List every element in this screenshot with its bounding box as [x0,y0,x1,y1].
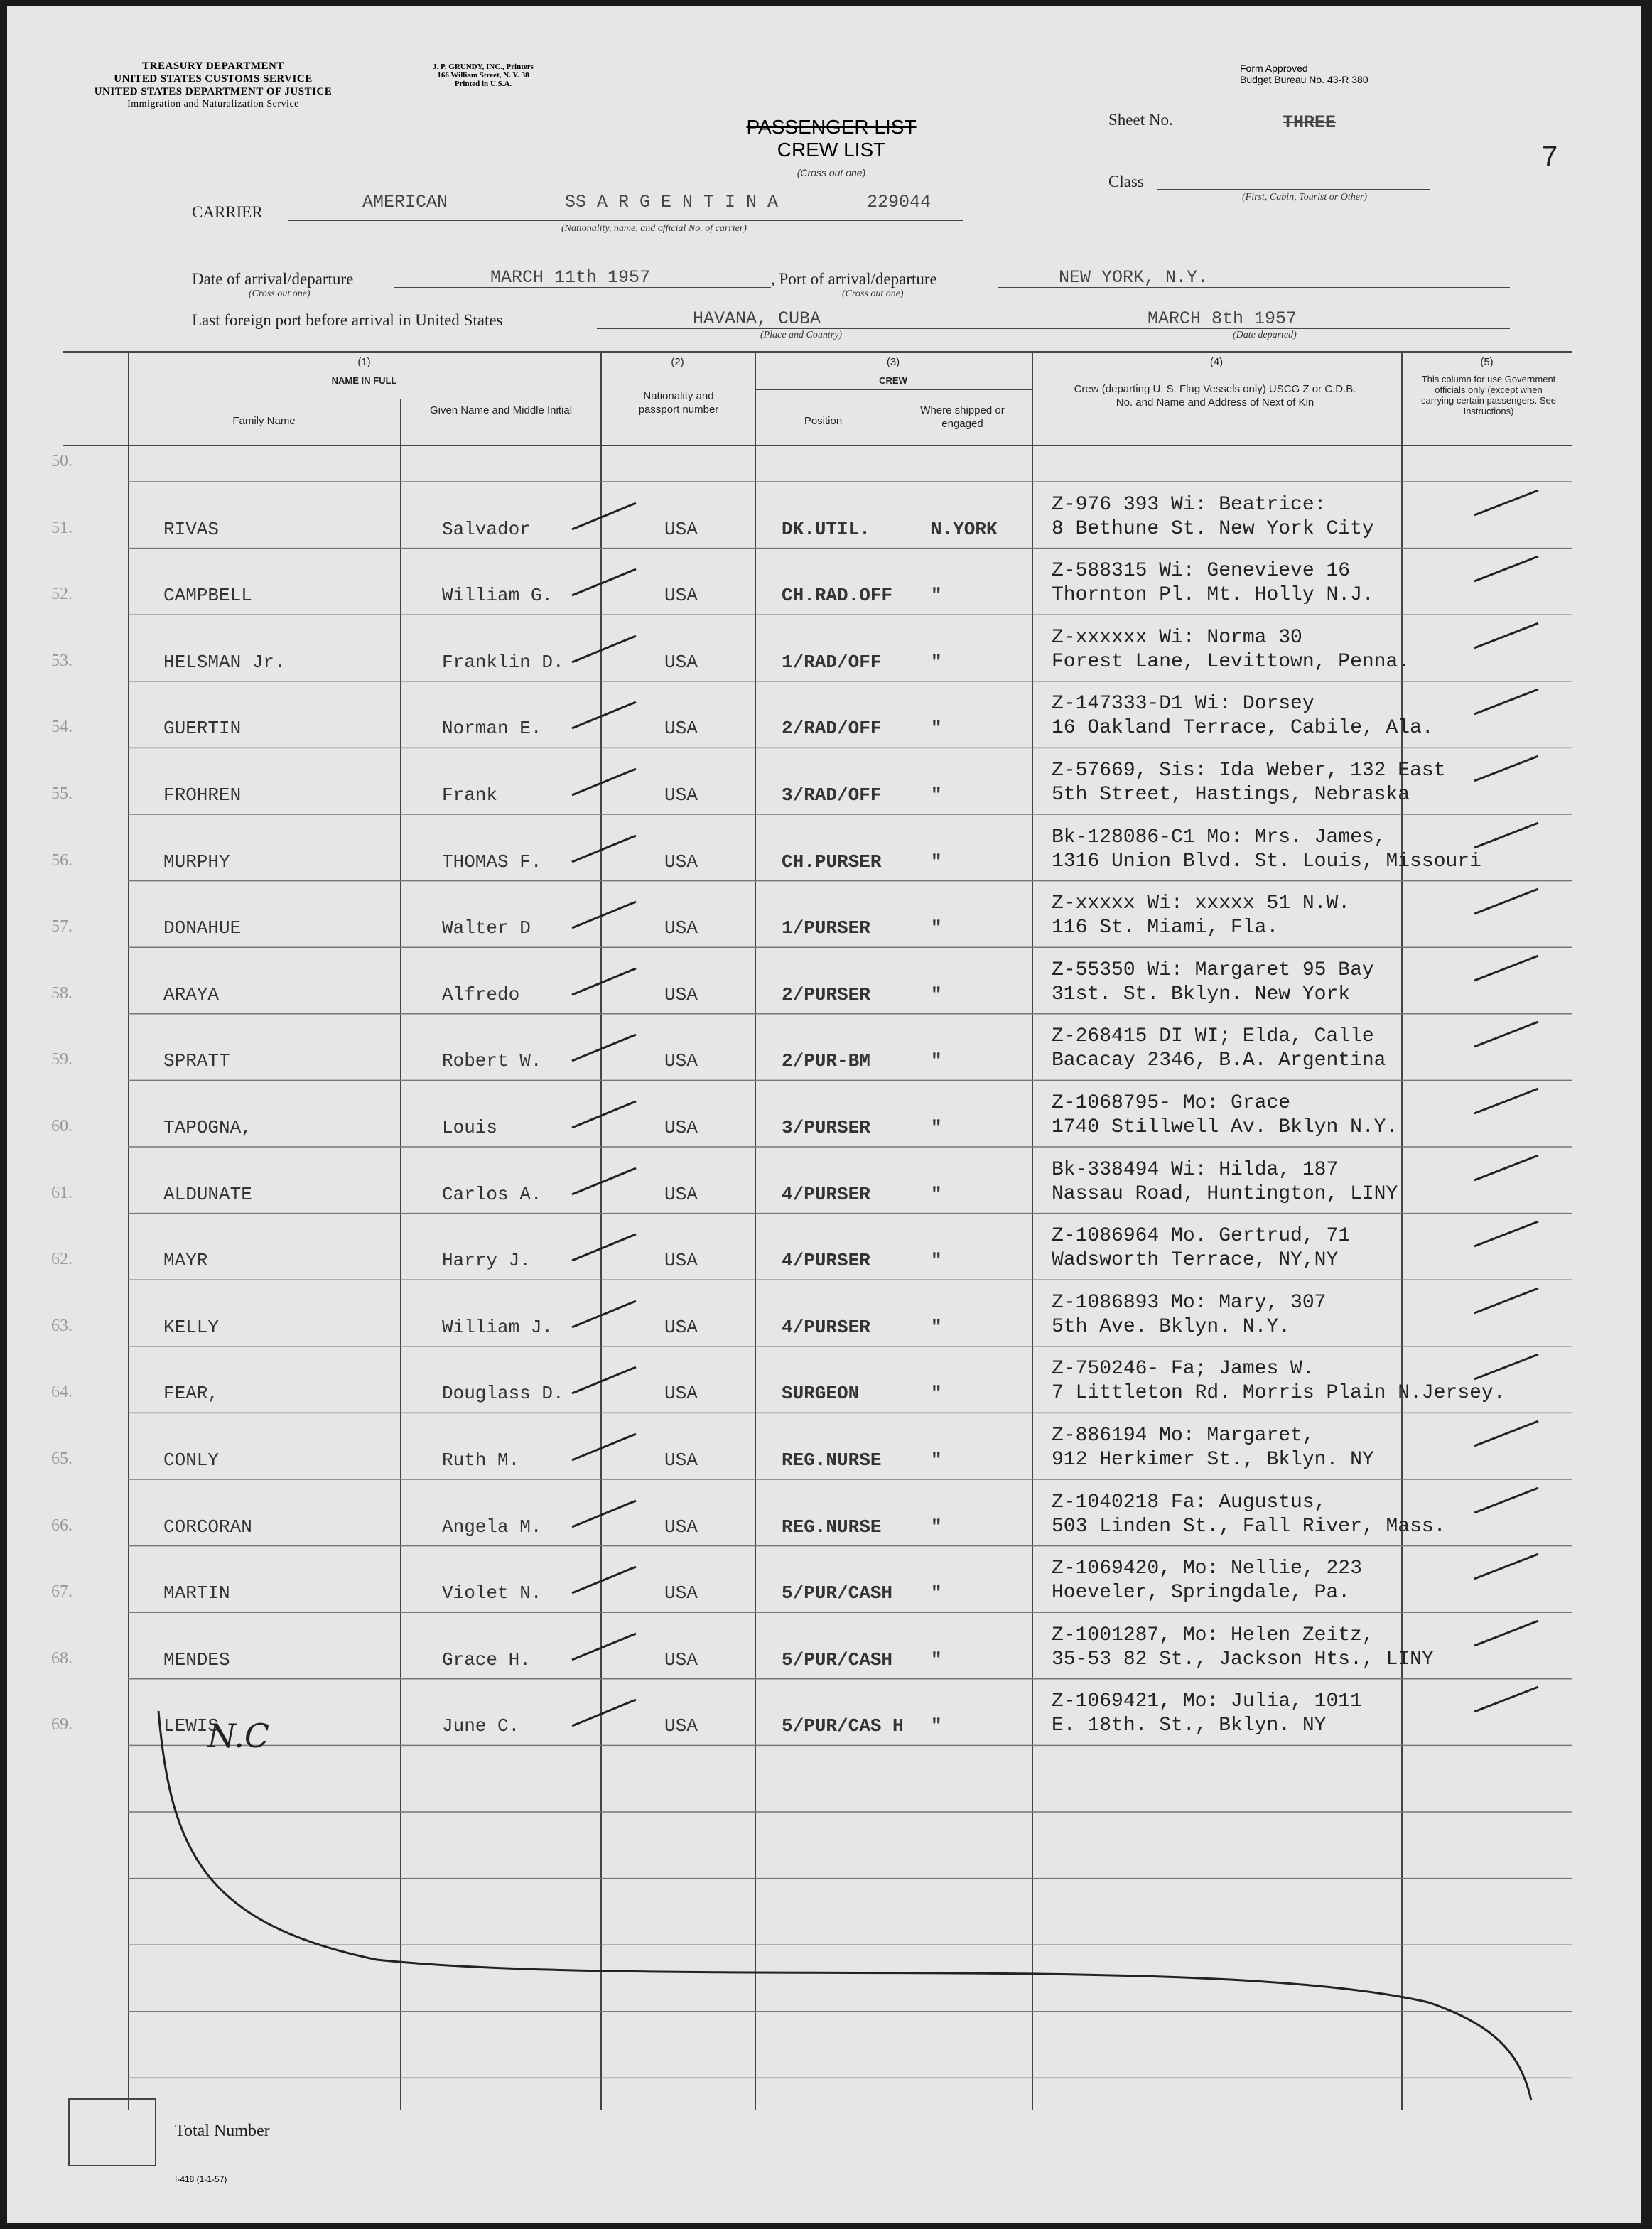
next-of-kin: Z-1086893 Mo: Mary, 307 5th Ave. Bklyn. N.Y. [1052,1291,1327,1338]
position: 2/RAD/OFF [782,718,882,740]
carrier-vessel: SS A R G E N T I N A [565,192,779,212]
page-number: 7 [1542,141,1558,172]
family-name: ARAYA [163,983,220,1005]
nationality: USA [664,1183,698,1205]
given-name: Harry J. [442,1250,531,1272]
agency-line: Immigration and Naturalization Service [127,99,299,109]
next-of-kin: Z-57669, Sis: Ida Weber, 132 East 5th Street, Hastings, Nebraska [1052,760,1446,806]
given-name: Norman E. [442,718,542,740]
given-name: Louis [442,1117,498,1138]
given-name: William J. [442,1316,554,1338]
col3-title: CREW [879,375,907,386]
cross-out-hint-date: (Cross out one) [249,288,311,299]
row-number: 54. [51,718,72,737]
family-name: SPRATT [163,1050,230,1072]
nationality: USA [664,1117,698,1138]
where-shipped: " [931,1715,942,1737]
row-number: 51. [51,518,72,537]
handwritten-note: N.C [207,1717,270,1755]
family-name: CAMPBELL [163,585,252,607]
form-sheet [7,6,1641,2223]
carrier-hint: (Nationality, name, and official No. of carrier) [561,223,747,234]
row-number: 59. [51,1050,72,1069]
carrier-nationality: AMERICAN [362,192,448,212]
next-of-kin: Z-1069420, Mo: Nellie, 223 Hoeveler, Springdale, Pa. [1052,1558,1362,1604]
given-name: Robert W. [442,1050,542,1072]
nationality: USA [664,851,698,873]
position: 2/PURSER [782,983,870,1005]
position: 2/PUR-BM [782,1050,870,1072]
nationality: USA [664,917,698,939]
family-name: KELLY [163,1316,220,1338]
where-shipped: " [931,651,942,673]
col-family-name: Family Name [232,415,296,427]
next-of-kin: Z-55350 Wi: Margaret 95 Bay 31st. St. Bklyn. New York [1052,959,1374,1005]
position: REG.NURSE [782,1516,882,1538]
family-name: CONLY [163,1450,220,1471]
family-name: DONAHUE [163,917,242,939]
row-number: 53. [51,651,72,670]
row-number: 68. [51,1648,72,1668]
position: 3/PURSER [782,1117,870,1138]
row-number: 61. [51,1183,72,1202]
family-name: CORCORAN [163,1516,252,1538]
col-given-name: Given Name and Middle Initial [429,404,573,416]
where-shipped: " [931,1648,942,1671]
position: CH.RAD.OFF [782,585,893,607]
given-name: Walter D [442,917,531,939]
sheet-value: THREE [1283,112,1337,133]
nationality: USA [664,585,698,607]
position: 1/RAD/OFF [782,651,882,673]
where-shipped: " [931,1117,942,1138]
agency-line: UNITED STATES DEPARTMENT OF JUSTICE [94,86,333,97]
col4-number: (4) [1209,356,1224,368]
row-number: 57. [51,917,72,937]
row-number: 56. [51,851,72,870]
total-number-label: Total Number [175,2122,270,2140]
port-label: , Port of arrival/departure [771,270,937,288]
next-of-kin: Bk-128086-C1 Mo: Mrs. James, 1316 Union Blvd. St. Louis, Missouri [1052,826,1481,873]
row-number: 55. [51,784,72,803]
where-shipped: " [931,1383,942,1405]
col5-title: This column for use Government officials only (except when carrying certain passengers. See Instructions) [1420,374,1557,416]
where-shipped: " [931,983,942,1005]
date-departed: MARCH 8th 1957 [1148,308,1297,329]
nationality: USA [664,1582,698,1604]
row-number: 63. [51,1316,72,1335]
cross-out-hint-port: (Cross out one) [842,288,904,299]
printer-line: Printed in U.S.A. [454,80,512,88]
col-nationality: Nationality and passport number [638,390,719,416]
family-name: MENDES [163,1648,230,1671]
budget-bureau: Budget Bureau No. 43-R 380 [1240,74,1368,85]
position: 5/PUR/CAS H [782,1715,904,1737]
carrier-official-no: 229044 [867,192,932,212]
family-name: RIVAS [163,518,220,540]
where-shipped: " [931,718,942,740]
nationality: USA [664,983,698,1005]
next-of-kin: Bk-338494 Wi: Hilda, 187 Nassau Road, Huntington, LINY [1052,1158,1398,1205]
col-position: Position [804,415,843,427]
where-shipped: " [931,1183,942,1205]
position: SURGEON [782,1383,860,1405]
printer-line: J. P. GRUNDY, INC., Printers [433,63,534,71]
given-name: THOMAS F. [442,851,542,873]
where-shipped: " [931,1250,942,1272]
family-name: FROHREN [163,784,242,806]
position: 1/PURSER [782,917,870,939]
col3-number: (3) [886,356,900,368]
nationality: USA [664,1648,698,1671]
given-name: Grace H. [442,1648,531,1671]
row-number: 58. [51,983,72,1003]
family-name: ALDUNATE [163,1183,252,1205]
nationality: USA [664,784,698,806]
sheet-label-text: Sheet No. [1108,111,1173,129]
given-name: Ruth M. [442,1450,520,1471]
row-number: 66. [51,1516,72,1535]
arrival-date: MARCH 11th 1957 [490,267,651,288]
last-port-label: Last foreign port before arrival in United States [192,311,503,329]
row-number: 65. [51,1450,72,1468]
row-number: 60. [51,1117,72,1135]
family-name: HELSMAN Jr. [163,651,286,673]
nationality: USA [664,1250,698,1272]
next-of-kin: Z-147333-D1 Wi: Dorsey 16 Oakland Terrace, Cabile, Ala. [1052,693,1434,740]
printer-line: 166 William Street, N. Y. 38 [437,71,529,80]
agency-line: UNITED STATES CUSTOMS SERVICE [114,73,313,85]
given-name: Frank [442,784,498,806]
col1-number: (1) [357,356,371,368]
page-title: CREW LIST [777,139,886,161]
handwritten-curve [7,6,1641,2223]
family-name: TAPOGNA, [163,1117,252,1138]
class-hint: (First, Cabin, Tourist or Other) [1242,192,1368,203]
next-of-kin: Z-976 393 Wi: Beatrice: 8 Bethune St. New York City [1052,493,1374,540]
next-of-kin: Z-588315 Wi: Genevieve 16 Thornton Pl. Mt. Holly N.J. [1052,560,1374,607]
family-name: MARTIN [163,1582,230,1604]
nationality: USA [664,1516,698,1538]
next-of-kin: Z-268415 DI WI; Elda, Calle Bacacay 2346, B.A. Argentina [1052,1025,1386,1072]
col4-title: Crew (departing U. S. Flag Vessels only) USCG Z or C.D.B. No. and Name and Address of Next of Kin [1074,383,1356,409]
place-hint: (Place and Country) [760,330,843,340]
row-number: 52. [51,585,72,604]
position: 3/RAD/OFF [782,784,882,806]
next-of-kin: Z-1001287, Mo: Helen Zeitz, 35-53 82 St., Jackson Hts., LINY [1052,1624,1434,1671]
where-shipped: " [931,1450,942,1471]
nationality: USA [664,1316,698,1338]
next-of-kin: Z-750246- Fa; James W. 7 Littleton Rd. Morris Plain N.Jersey. [1052,1358,1506,1405]
form-code: I-418 (1-1-57) [175,2174,227,2184]
family-name: LEWIS [163,1715,220,1737]
position: 4/PURSER [782,1250,870,1272]
class-label: Class [1108,173,1144,190]
where-shipped: " [931,1516,942,1538]
nationality: USA [664,1050,698,1072]
given-name: Douglass D. [442,1383,564,1405]
date-departed-hint: (Date departed) [1233,330,1297,340]
family-name: FEAR, [163,1383,220,1405]
next-of-kin: Z-xxxxx Wi: xxxxx 51 N.W. 116 St. Miami, Fla. [1052,892,1351,939]
given-name: Carlos A. [442,1183,542,1205]
given-name: June C. [442,1715,520,1737]
carrier-label: CARRIER [192,203,263,221]
last-port: HAVANA, CUBA [693,308,821,329]
col2-number: (2) [671,356,684,368]
where-shipped: " [931,784,942,806]
row-number: 64. [51,1383,72,1402]
family-name: GUERTIN [163,718,242,740]
row-number: 62. [51,1250,72,1269]
where-shipped: " [931,1316,942,1338]
position: 5/PUR/CASH [782,1582,893,1604]
family-name: MAYR [163,1250,208,1272]
port: NEW YORK, N.Y. [1059,267,1209,288]
position: 4/PURSER [782,1316,870,1338]
nationality: USA [664,1450,698,1471]
next-of-kin: Z-886194 Mo: Margaret, 912 Herkimer St., Bklyn. NY [1052,1425,1374,1471]
where-shipped: " [931,1582,942,1604]
agency-line: TREASURY DEPARTMENT [142,60,284,72]
family-name: MURPHY [163,851,230,873]
row-number: 67. [51,1582,72,1602]
col1-title: NAME IN FULL [331,375,397,386]
where-shipped: " [931,1050,942,1072]
next-of-kin: Z-xxxxxx Wi: Norma 30 Forest Lane, Levittown, Penna. [1052,626,1410,673]
row-number: 69. [51,1715,72,1734]
col5-number: (5) [1480,356,1494,368]
position: CH.PURSER [782,851,882,873]
next-of-kin: Z-1086964 Mo. Gertrud, 71 Wadsworth Terrace, NY,NY [1052,1225,1351,1272]
nationality: USA [664,1383,698,1405]
given-name: Franklin D. [442,651,564,673]
where-shipped: " [931,851,942,873]
next-of-kin: Z-1069421, Mo: Julia, 1011 E. 18th. St., Bklyn. NY [1052,1690,1362,1737]
nationality: USA [664,718,698,740]
where-shipped: N.YORK [931,518,998,540]
given-name: Alfredo [442,983,520,1005]
cross-out-hint: (Cross out one) [797,167,866,178]
next-of-kin: Z-1068795- Mo: Grace 1740 Stillwell Av. Bklyn N.Y. [1052,1092,1398,1138]
position: 4/PURSER [782,1183,870,1205]
given-name: William G. [442,585,554,607]
position: DK.UTIL. [782,518,870,540]
col-where-shipped: Where shipped or engaged [920,404,1005,430]
nationality: USA [664,651,698,673]
total-number-box [68,2098,156,2166]
given-name: Salvador [442,518,531,540]
nationality: USA [664,1715,698,1737]
next-of-kin: Z-1040218 Fa: Augustus, 503 Linden St., Fall River, Mass. [1052,1491,1446,1538]
where-shipped: " [931,585,942,607]
arrival-date-label: Date of arrival/departure [192,270,354,288]
row-number: 50. [51,452,72,470]
form-approved: Form Approved [1240,63,1308,74]
position: REG.NURSE [782,1450,882,1471]
position: 5/PUR/CASH [782,1648,893,1671]
where-shipped: " [931,917,942,939]
given-name: Angela M. [442,1516,542,1538]
title-struck: PASSENGER LIST [746,116,917,138]
nationality: USA [664,518,698,540]
given-name: Violet N. [442,1582,542,1604]
